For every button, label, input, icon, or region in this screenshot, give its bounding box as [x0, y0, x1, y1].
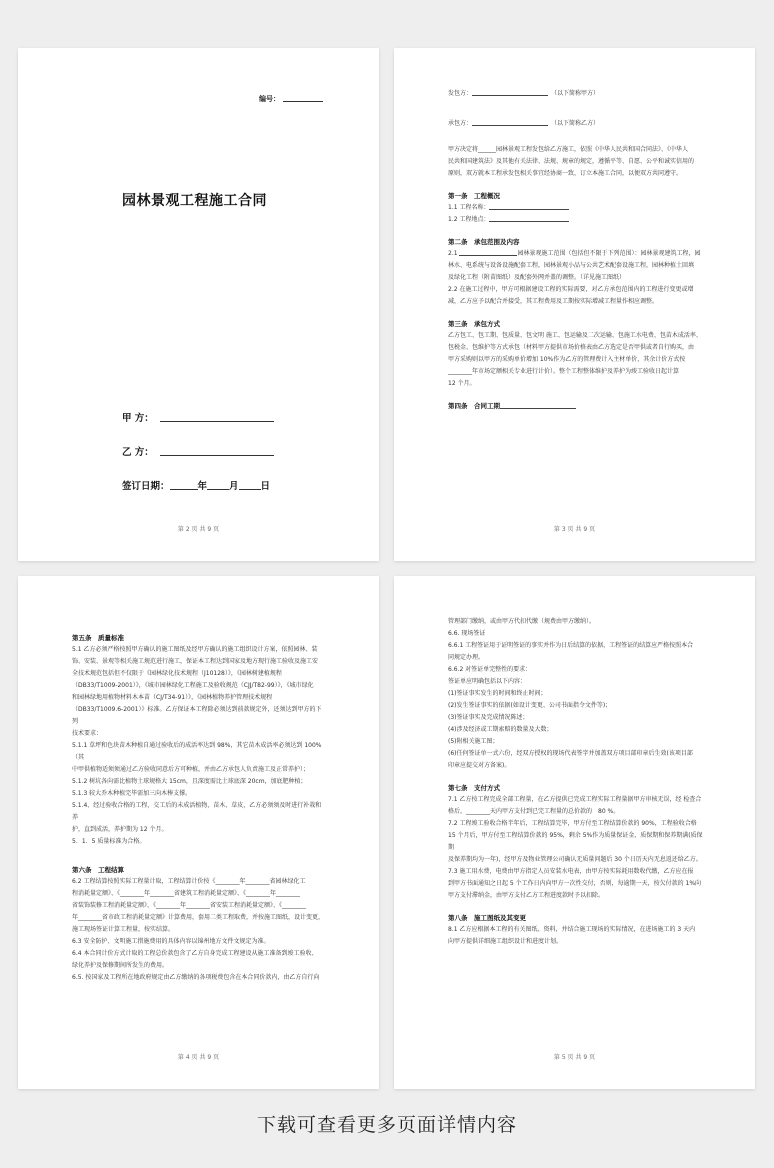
intro-line-2: 民共和国建筑法》及其他有关法律、法规、规章的规定，遵循平等、自愿、公平和诚实信用的: [448, 158, 695, 165]
article-8-line: 8.1 乙方应根据本工程的有关图纸、资料，并结合施工现场的实际情况，在进场施工的 3 天内: [448, 926, 696, 933]
project-name-line: 1.1 工程名称：: [448, 202, 703, 214]
body-line: (4)涉及经济或工期索赔的数量及大数；: [448, 726, 553, 733]
article-4-title: 第四条 合同工期: [448, 400, 703, 412]
body-line: (6)任何签证单一式六份，经双方授权的现场代表签字并加盖双方项目部印章后生效(该项目部: [448, 750, 693, 757]
page-number: 第 3 页 共 9 页: [553, 526, 596, 533]
article-5-line: 和园林绿地用植物材料木本苗（CJ/T34-91）》，《园林植物养护管理技术规程: [72, 694, 273, 701]
page-3-body: [448, 88, 703, 412]
body-line: (5)附相关施工图；: [448, 738, 499, 745]
contract-title: 园林景观工程施工合同: [122, 193, 267, 209]
page-4: [18, 576, 379, 1089]
article-7-line: 7.2 工程竣工验收合格半年后，工程结算完毕，甲方付至工程结算价款的 90%，工程验收合格: [448, 820, 697, 827]
article-5-line: 饰、安装、景观等相关施工规范进行施工，保证本工程达到国家及地方现行施工验收及施工安: [72, 658, 319, 665]
body-line: 6.6. 现场签证: [448, 630, 486, 637]
article-3-line-1: 乙方包工、包工期、包质量、包文明 施工、包运输及二次运输、包施工水电费、包苗木成活率、: [448, 332, 702, 339]
article-6-line: 年________省市政工程消耗量定额》计算费用，套用二类工程取费，并按施工图纸，设计变更，: [72, 914, 325, 921]
article-5-line: 全技术规范包括但不仅限于《园林绿化技术规程（J10128）》，《园林树建植规程: [72, 670, 282, 677]
page-5-body: [448, 616, 703, 948]
year-label: 年: [197, 481, 208, 492]
page-5: [394, 576, 755, 1089]
article-3-line-3: 甲方采购则以甲方的采购单价增加 10%作为乙方的管理费计入主材单价，其余计价方式按: [448, 356, 686, 363]
article-5-line: 护，直到成活，养护期为 12 个月。: [72, 826, 168, 833]
body-line: (2)发生签证事实的依据(如设计变更、公司书面指令文件等)；: [448, 702, 612, 709]
article-3-line-4: ________年市场定额相关专业进行计价）。整个工程整体维护及养护为竣工验收日起计算: [448, 368, 680, 375]
article-5-line: （DB33/T1009.6-2001）》标准。乙方保证本工程除必须达到前款规定外，还须达到甲方的下列: [72, 706, 322, 725]
party-a-blank: [160, 421, 274, 422]
article-5-line: 5.1.4、经过验收合格的工程，交工后的未成活植物，苗木、草皮，乙方必须须及时进行补栽和养: [72, 802, 322, 821]
sign-date-field: [122, 478, 270, 492]
page-number: 第 4 页 共 9 页: [177, 1054, 220, 1061]
article-5-line: 技术要求：: [72, 730, 103, 737]
intro-line-1: 甲方决定将______园林景观工程发包给乙方施工，依照《中华人民共和国合同法》、《中华人: [448, 146, 689, 153]
party-a-label: 甲 方：: [122, 413, 154, 424]
article-3-line-5: 12 个月。: [448, 380, 476, 387]
body-line: (3)签证事实及完成情况陈述；: [448, 714, 529, 721]
project-location-line: 1.2 工程地点：: [448, 214, 703, 226]
article-7-line: 格后，________天内甲方支付到已完工程量的总价款的 80 %。: [448, 808, 620, 815]
download-caption[interactable]: 下载可查看更多页面详情内容: [256, 1114, 517, 1136]
body-line: (1)签证事实发生的时间和终止时间；: [448, 690, 547, 697]
article-2-1-line-3: 及绿化工程（附苗图纸）及配套外网并盖的调整。（详见施工图纸）: [448, 274, 626, 281]
sign-date-label: 签订日期：: [122, 481, 170, 492]
article-6-line: 省装饰装修工程消耗量定额》、《________年________省安装工程消耗量定额》、《________: [72, 902, 307, 909]
year-blank: [170, 489, 198, 490]
party-a-line: 发包方： （以下简称甲方）: [448, 90, 600, 97]
article-1-title: 第一条 工程概况: [448, 192, 500, 200]
page-2-cover: [18, 48, 379, 561]
article-7-line: 及保养期均为一年)，经甲方及物业管理公司确认无质量问题后 30 个日历天内无息返还给乙方。: [448, 856, 702, 863]
body-line: 6.6.1 工程签证用于证明签证的事实并作为日后结算的依据，工程签证的结算应严格按照本合: [448, 642, 694, 649]
page-3: [394, 48, 755, 561]
party-b-blank: [160, 455, 274, 456]
article-5-title: 第五条 质量标准: [72, 634, 124, 642]
body-line: 管理部门缴纳，或由甲方代扣代缴（规费由甲方缴纳）。: [448, 618, 596, 625]
contract-number-blank: [283, 101, 323, 102]
day-blank: [239, 489, 261, 490]
article-7-line: 7.1 乙方按工程完成全部工程量，在乙方提供已完成工程实际工程量据甲方审核无误，经 检查合: [448, 796, 702, 803]
month-label: 月: [229, 481, 239, 492]
article-2-1-line-2: 林水、电系统与设备设施配套工程，园林景观小品与公共艺术配套设施工程，园林种植土回填: [448, 262, 695, 269]
party-b-label: 乙 方：: [122, 447, 154, 458]
article-2-title: 第二条 承包范围及内容: [448, 238, 520, 246]
article-6-line: 6.2 工程结算按照实际工程量计取，工程结算计价按《________年________省园林绿化工: [72, 878, 306, 885]
article-3-line-2: 包税金、包维护等方式承包（材料甲方提供市场价格表由乙方选定是否甲供或者自行购买，由: [448, 344, 695, 351]
article-5-line: （DB33/T1009-2001）》，《城市园林绿化工程施工及验收规范（CJJ/T82-99）》，《城市绿化: [72, 682, 314, 689]
page-4-body: [72, 632, 327, 984]
article-8-line: 向甲方提供详细施工组织设计和进度计划。: [448, 938, 563, 945]
article-7-line: 甲方支付滞纳金，由甲方支付乙方工程进度款时予以扣除。: [448, 892, 605, 899]
article-7-line: 到甲方书面通知之日起 5 个工作日内向甲方一次性交付，否则，每逾期一天，按欠付款的 1%向: [448, 880, 702, 887]
body-line: 签证单应明确包括以下内容：: [448, 678, 527, 685]
article-5-line: 5．1．5 质量标准为合格。: [72, 838, 146, 845]
body-line: 同规定办理。: [448, 654, 485, 661]
article-6-line: 绿化养护及保修期间所发生的费用。: [72, 962, 169, 969]
article-5-line: 5.1.3 较大乔木种植完毕需加三向木棒支撑。: [72, 790, 192, 797]
page-number: 第 2 页 共 9 页: [177, 526, 220, 533]
article-6-line: 施工现场签证计算工程量，按实结算。: [72, 926, 175, 933]
article-2-1-line-1: 2.1 园林景观施工范围（包括但不限于下列范围）：园林景观建筑工程，园: [448, 250, 701, 257]
article-2-2-line-2: 减，乙方应予以配合并接受，其工程费用及工期按实际增减工程量作相应调整。: [448, 298, 659, 305]
body-line: 印章应提交对方备案)。: [448, 762, 511, 769]
article-5-line: 中甲供植物适须须通过乙方验收同意后方可种植，并由乙方承包人负责施工及正常养护）；: [72, 766, 310, 773]
article-5-line: 5.1.1 草坪和色块苗木种植自通过验收后的成活率达到 98%，其它苗木成活率必须达到 100%（其: [72, 742, 322, 761]
article-7-line: 7.3 施工用水费，电费由甲方指定人员安装水电表，由甲方按实际耗用数收代缴，乙方应在报: [448, 868, 694, 875]
page-number: 第 5 页 共 9 页: [553, 1054, 596, 1061]
day-label: 日: [260, 481, 271, 492]
contract-number-label: 编号：: [259, 95, 280, 103]
article-6-line: 6.3 安全防护、文明施工措施费用的具体内容以锦州地方文件文规定为准。: [72, 938, 270, 945]
article-6-line: 6.4 本合同计价方式计取的工程总价款包含了乙方自身完成工程建设从施工准备到竣工验收、: [72, 950, 318, 957]
article-8-title: 第八条 施工图纸及其变更: [448, 914, 526, 922]
article-5-line: 5.1.2 树坑各向需比植物土球规格大 15cm，且深度需比土球底深 20cm，加底肥种植；: [72, 778, 307, 785]
article-3-title: 第三条 承包方式: [448, 320, 500, 328]
article-7-line: 15 个月后，甲方付至工程结算价款的 95%，剩余 5%作为质量保证金，质保期和保养期满(质保期: [448, 832, 703, 851]
article-6-title: 第六条 工程结算: [72, 866, 124, 874]
contract-number-field: [259, 94, 323, 104]
article-7-title: 第七条 支付方式: [448, 784, 500, 792]
party-a-field: [122, 410, 274, 424]
intro-line-3: 原则，双方就本工程承发包相关事宜经协商一致，订立本施工合同，以便双方共同遵守。: [448, 170, 683, 177]
article-6-line: 程消耗量定额》、《________年________省建筑工程消耗量定额》、《________年________: [72, 890, 301, 897]
article-2-2-line-1: 2.2 在施工过程中，甲方可根据建设工程的实际需要，对乙方承包范围内的工程进行变更或增: [448, 286, 694, 293]
article-5-line: 5.1 乙方必须严格按照甲方确认的施工图纸及经甲方确认的施工组织设计方案，依照园林、装: [72, 646, 318, 653]
body-line: 6.6.2 对签证单完整性的要求：: [448, 666, 532, 673]
party-b-field: [122, 444, 274, 458]
month-blank: [207, 489, 229, 490]
party-b-line: 承包方： （以下简称乙方）: [448, 120, 600, 127]
article-6-line: 6.5. 按国家及工程所在地政府规定由乙方缴纳的各项税费包含在本合同价款内，由乙方自行向: [72, 974, 320, 981]
